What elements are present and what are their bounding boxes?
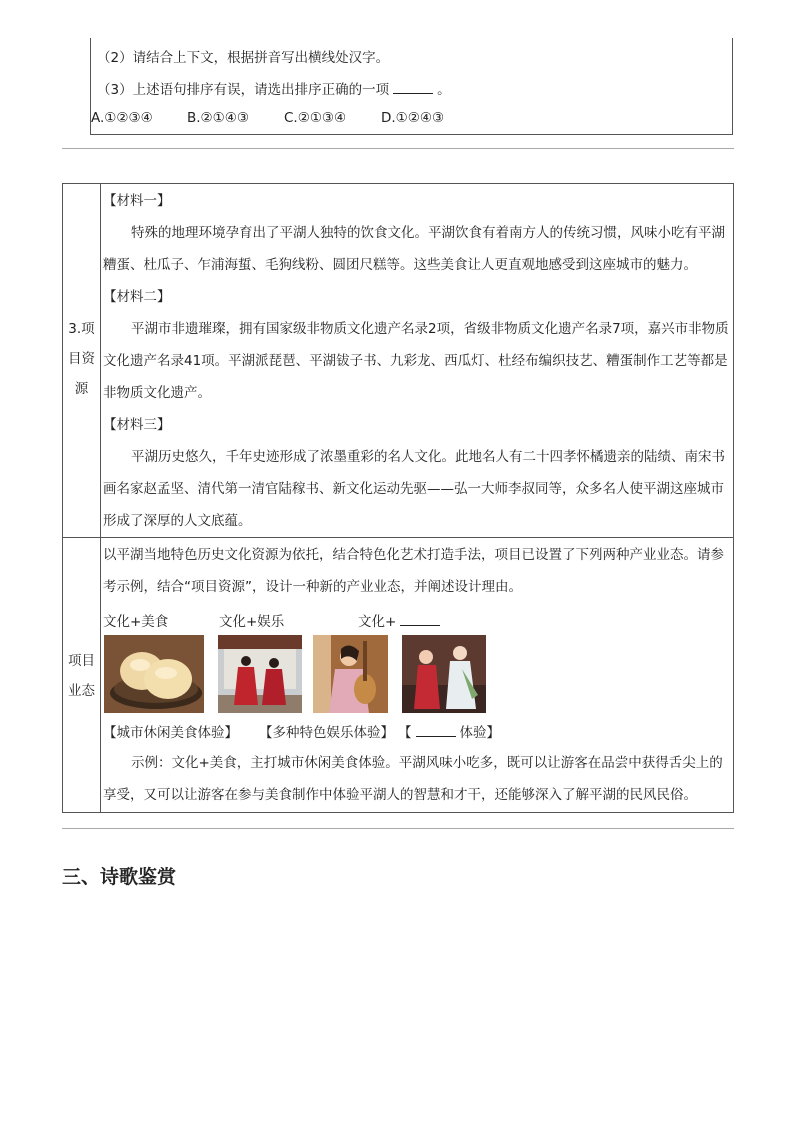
material-2-text: 平湖市非遗璀璨，拥有国家级非物质文化遗产名录2项，省级非物质文化遗产名录7项，嘉兴市非物质文化遗产名录41项。平湖派琵琶、平湖钹子书、九彩龙、西瓜灯、杜经布编织技艺、糟蛋制作工艺等都是非物质文化遗产。 [103,321,729,401]
category-answer-blank[interactable] [400,613,440,626]
experience-entertainment: 【多种特色娱乐体验】 [259,725,394,741]
category-blank [358,610,444,630]
question-3-end: 。 [437,82,451,98]
material-1-text: 特殊的地理环境孕育出了平湖人独特的饮食文化。平湖饮食有着南方人的传统习惯，风味小吃有平湖糟蛋、杜瓜子、乍浦海蜇、毛狗线粉、圆团尺糕等。这些美食让人更直观地感受到这座城市的魅力。 [103,225,725,273]
experience-blank-open: 【 [398,725,412,741]
option-a[interactable]: A.①②③④ [91,110,153,126]
divider-top [62,148,734,149]
experience-food: 【城市休闲美食体验】 [103,725,238,741]
steamed-buns-image [104,635,204,713]
opera-stage-image [402,635,486,713]
photo-performance [218,635,302,713]
experience-blank-close: 体验】 [459,725,500,741]
project-table [62,183,734,813]
opera-performers-image [218,635,302,713]
example-text: 示例：文化+美食，主打城市休闲美食体验。平湖风味小吃多，既可以让游客在品尝中获得舌尖上的享受，又可以让游客在参与美食制作中体验平湖人的智慧和才干，还能够深入了解平湖的民风民俗。 [103,755,723,803]
question-3-text: （3）上述语句排序有误，请选出排序正确的一项 [97,82,390,98]
row-label-business [63,646,100,706]
material-3-text: 平湖历史悠久，千年史迹形成了浓墨重彩的名人文化。此地名人有二十四孝怀橘遗亲的陆绩、南宋书画名家赵孟坚、清代第一清官陆稼书、新文化运动先驱——弘一大师李叔同等，众多名人使平湖这座城市形成了深厚的人文底蕴。 [103,449,725,529]
category-food: 文化+美食 [103,614,169,630]
material-3-title: 【材料三】 [103,417,171,433]
label-line: 目资 [68,351,95,367]
column-divider [100,184,101,812]
pipa-player-image [313,635,388,713]
label-line: 项目 [68,653,95,669]
divider-bottom [62,828,734,829]
option-b[interactable]: B.②①④③ [187,110,249,126]
experience-answer-blank[interactable] [416,724,456,737]
category-entertainment: 文化+娱乐 [219,614,285,630]
section-heading-container [62,862,176,889]
row-label-resources [63,314,100,404]
label-line: 源 [74,381,89,397]
label-line: 业态 [68,683,95,699]
experience-blank [398,721,500,741]
row-divider [63,537,733,538]
material-1-title: 【材料一】 [103,193,171,209]
photo-food [104,635,204,713]
question-2: （2）请结合上下文，根据拼音写出横线处汉字。 [97,50,390,66]
business-intro: 以平湖当地特色历史文化资源为依托，结合特色化艺术打造手法，项目已设置了下列两种产业业态。请参考示例，结合“项目资源”，设计一种新的产业业态，并阐述设计理由。 [103,547,724,595]
question-block-top [90,38,733,135]
question-3 [97,78,451,98]
category-blank-text: 文化+ [358,614,397,630]
label-line: 3.项 [68,321,95,337]
answer-blank[interactable] [393,81,433,94]
photo-pipa [313,635,388,713]
option-d[interactable]: D.①②④③ [381,110,445,126]
photo-opera [402,635,486,713]
material-2-title: 【材料二】 [103,289,171,305]
option-c[interactable]: C.②①③④ [284,110,347,126]
section-heading: 三、诗歌鉴赏 [62,866,177,888]
